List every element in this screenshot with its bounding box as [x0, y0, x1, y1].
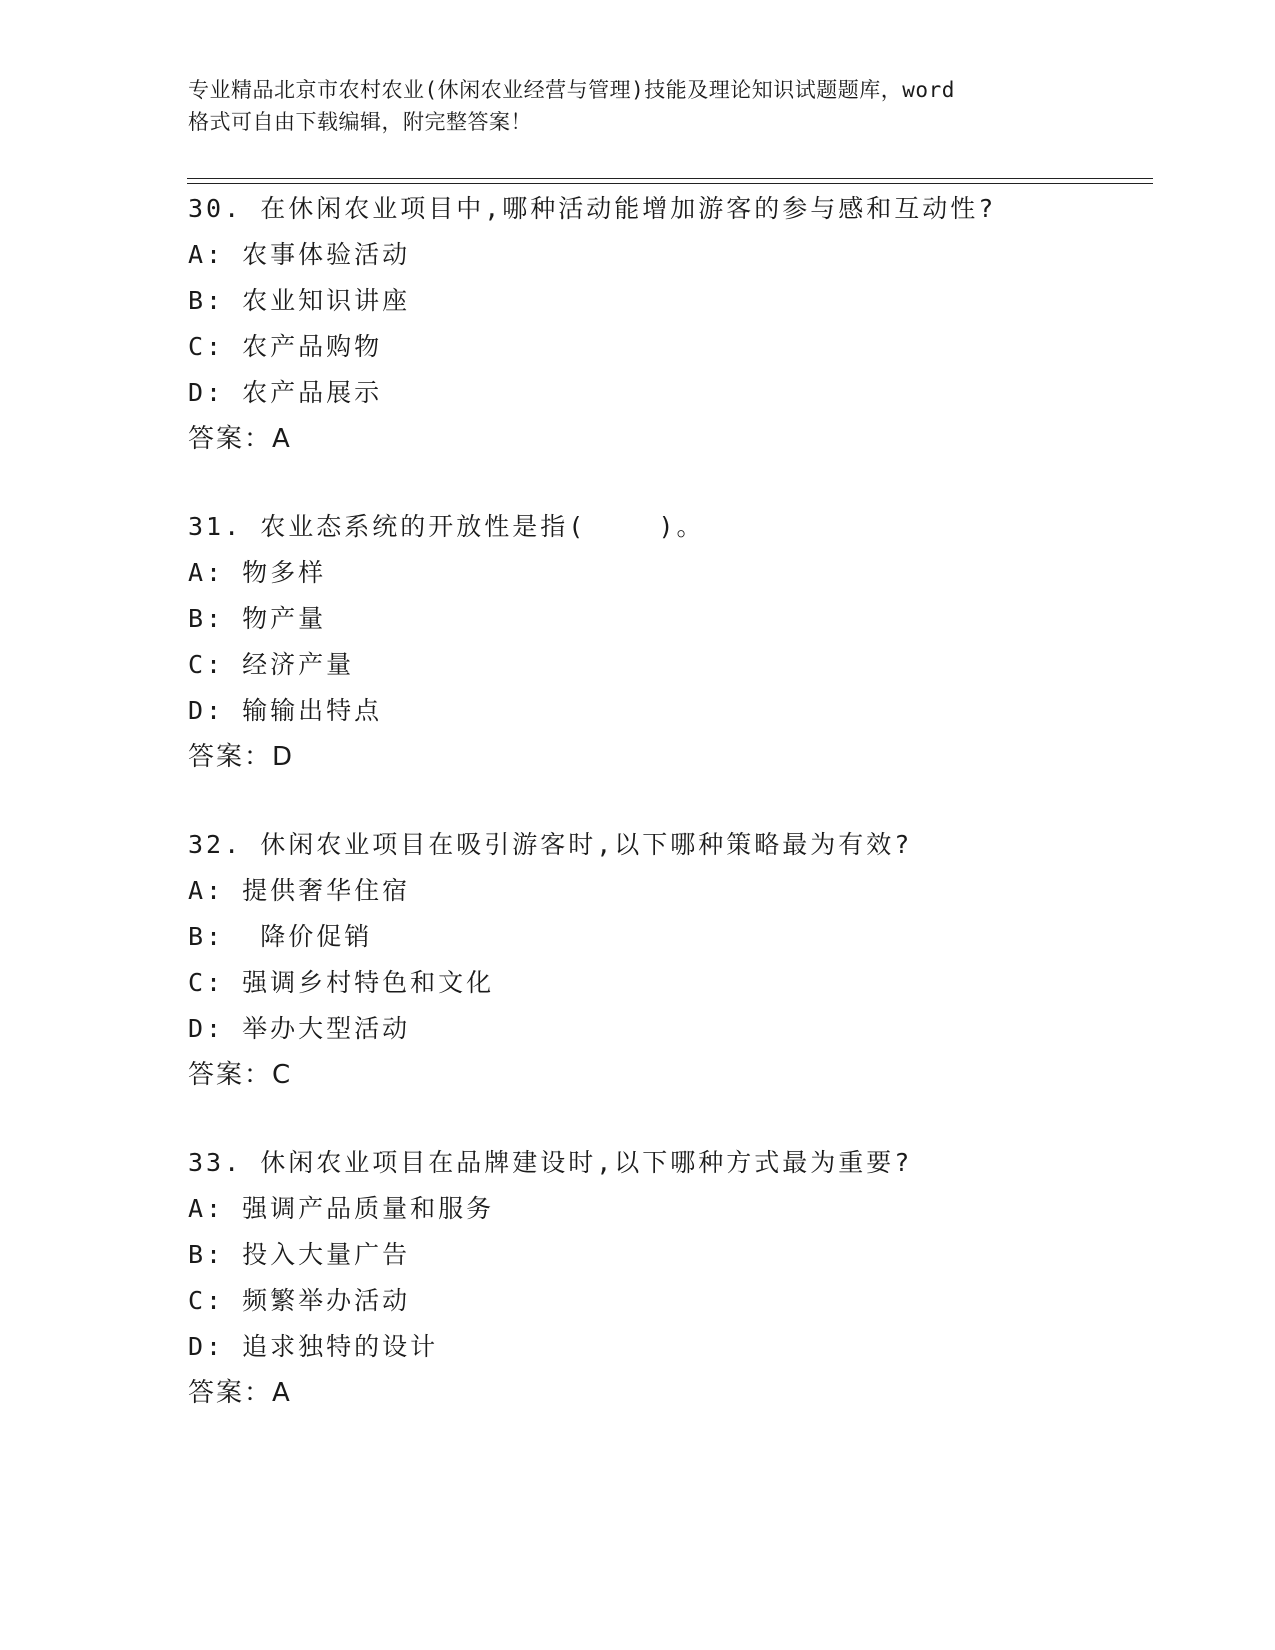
option-c: C: 经济产量 — [188, 650, 355, 679]
option-c: C: 强调乡村特色和文化 — [188, 968, 495, 997]
question-32 — [188, 822, 1148, 1098]
option-d: D: 输输出特点 — [188, 696, 383, 725]
answer-label: 答案： — [188, 742, 273, 772]
option-a: A: 物多样 — [188, 558, 327, 587]
question-stem: 30. 在休闲农业项目中,哪种活动能增加游客的参与感和互动性? — [188, 194, 997, 223]
option-b: B: 投入大量广告 — [188, 1240, 411, 1269]
question-stem: 33. 休闲农业项目在品牌建设时,以下哪种方式最为重要? — [188, 1148, 913, 1177]
header-title-line-2: 格式可自由下载编辑，附完整答案！ — [188, 110, 532, 134]
question-stem: 32. 休闲农业项目在吸引游客时,以下哪种策略最为有效? — [188, 830, 913, 859]
question-30 — [188, 186, 1148, 462]
option-b: B: 物产量 — [188, 604, 327, 633]
option-b: B: 降价促销 — [188, 922, 373, 951]
option-d: D: 农产品展示 — [188, 378, 383, 407]
option-a: A: 强调产品质量和服务 — [188, 1194, 495, 1223]
answer-line — [188, 734, 1148, 780]
option-b: B: 农业知识讲座 — [188, 286, 411, 315]
header-divider-bottom — [187, 183, 1153, 184]
option-c: C: 农产品购物 — [188, 332, 383, 361]
header-divider-top — [187, 178, 1153, 179]
question-stem: 31. 农业态系统的开放性是指( )。 — [188, 512, 705, 541]
answer-value: C — [272, 1060, 291, 1090]
answer-label: 答案： — [188, 424, 273, 454]
option-d: D: 举办大型活动 — [188, 1014, 411, 1043]
answer-value: A — [272, 1378, 290, 1408]
answer-line — [188, 416, 1148, 462]
answer-label: 答案： — [188, 1060, 273, 1090]
question-31 — [188, 504, 1148, 780]
header-title-line-1: 专业精品北京市农村农业(休闲农业经营与管理)技能及理论知识试题题库，word — [188, 78, 955, 102]
answer-value: D — [272, 742, 293, 772]
option-a: A: 农事体验活动 — [188, 240, 411, 269]
answer-line — [188, 1370, 1148, 1416]
option-a: A: 提供奢华住宿 — [188, 876, 411, 905]
answer-value: A — [272, 424, 290, 454]
document-header — [188, 74, 1088, 138]
answer-label: 答案： — [188, 1378, 273, 1408]
option-c: C: 频繁举办活动 — [188, 1286, 411, 1315]
answer-line — [188, 1052, 1148, 1098]
question-33 — [188, 1140, 1148, 1416]
option-d: D: 追求独特的设计 — [188, 1332, 439, 1361]
